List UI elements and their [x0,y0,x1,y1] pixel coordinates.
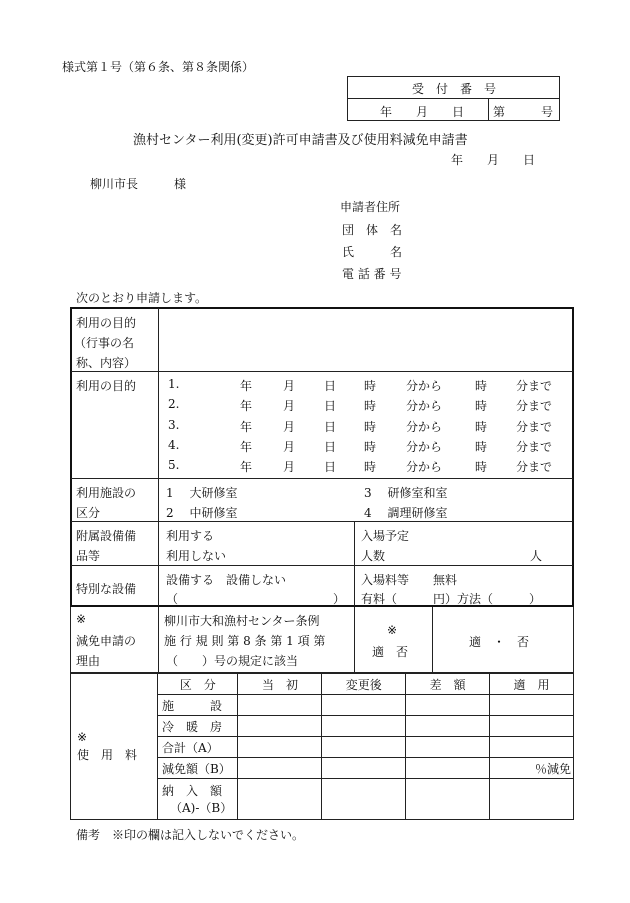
schedule-y-3[interactable]: 年 [240,419,253,434]
applicant-name-label: 氏 名 [342,245,403,259]
fee-input[interactable] [322,695,406,716]
exemption-label-1: 減免申請の [76,634,137,648]
schedule-to-4[interactable]: 分まで [516,439,553,454]
fee-table [70,673,574,820]
fee-apply-4: ％減免 [490,758,574,779]
schedule-d-4[interactable]: 日 [324,439,337,454]
facility-option-3[interactable]: 3 研修室和室 [364,486,448,500]
applicant-phone-label: 電 話 番 号 [342,267,402,281]
fee-row-label-1 [157,695,238,716]
fee-input[interactable] [322,716,406,737]
exemption-text-3: （ ）号の規定に該当 [166,654,299,668]
fee-input[interactable] [406,695,490,716]
fee-input[interactable] [406,737,490,758]
schedule-to-1[interactable]: 分まで [516,379,553,393]
schedule-m-2[interactable]: 月 [283,399,296,414]
facility-option-4[interactable]: 4 調理研修室 [364,506,448,520]
fee-mark: ※ [77,730,88,744]
fee-input[interactable] [406,758,490,779]
schedule-h1-3[interactable]: 時 [364,419,377,434]
date-line: 年 月 日 [451,153,536,167]
schedule-no-1: 1. [168,377,180,391]
fee-input[interactable] [238,737,322,758]
schedule-no-2: 2. [168,397,180,412]
purpose-input[interactable] [160,310,570,370]
fee-header-row [71,674,574,695]
fee-row-label-2 [157,716,238,737]
fee-input[interactable] [322,758,406,779]
form-label: 様式第１号（第６条、第８条関係） [62,60,255,74]
expected-label: 入場予定 [361,529,410,543]
schedule-from-4[interactable]: 分から [406,439,443,454]
schedule-y-4[interactable]: 年 [240,439,253,454]
schedule-h2-4[interactable]: 時 [475,439,488,454]
schedule-no-4: 4. [168,437,180,452]
exemption-label-2: 理由 [76,654,101,668]
schedule-m-4[interactable]: 月 [283,439,296,454]
fee-row-label-text: 冷 暖 房 [161,719,222,734]
schedule-from-3[interactable]: 分から [406,419,443,434]
count-label: 人数 [361,549,386,563]
fee-row-label-3 [157,737,238,758]
person-unit: 人 [530,549,543,563]
exemption-mark: ※ [76,612,87,626]
fee-header-0: 区 分 [157,674,238,695]
schedule-no-5: 5. [168,458,180,473]
fee-label: 使 用 料 [77,748,138,762]
fee-row-label-text: 納 入 額 [161,784,222,798]
schedule-d-5[interactable]: 日 [324,460,337,475]
receipt-header: 受 付 番 号 [412,82,497,96]
equipment-label-1: 附属設備備 [76,529,137,543]
purpose-label-2: （行事の名 [74,336,135,350]
fee-apply-5 [490,779,574,820]
facility-label-2: 区分 [76,506,101,520]
schedule-m-3[interactable]: 月 [283,419,296,434]
schedule-h2-2[interactable]: 時 [475,399,488,414]
schedule-label: 利用の目的 [76,379,137,393]
schedule-m-5[interactable]: 月 [283,460,296,475]
schedule-from-2[interactable]: 分から [406,399,443,414]
note-text: 備考 ※印の欄は記入しないでください。 [76,828,305,842]
schedule-d-1[interactable]: 日 [324,379,337,393]
fee-input[interactable] [406,716,490,737]
fee-input[interactable] [238,758,322,779]
judge-mark: ※ [387,623,398,637]
fee-row-label-text2: （A)-（B） [169,801,233,815]
special-paren-open: （ [166,592,179,606]
facility-option-1[interactable]: 1 大研修室 [166,486,238,500]
fee-row-label-5 [157,779,238,820]
judge-result[interactable]: 適 ・ 否 [469,635,530,649]
fee-input[interactable] [238,779,322,820]
fee-header-3: 差 額 [406,674,490,695]
schedule-y-1[interactable]: 年 [240,379,253,393]
intro-text: 次のとおり申請します。 [76,291,208,305]
equipment-nouse[interactable]: 利用しない [166,549,227,563]
schedule-y-2[interactable]: 年 [240,399,253,414]
applicant-group-label: 団 体 名 [342,223,403,237]
receipt-box [347,76,560,121]
schedule-h1-5[interactable]: 時 [364,460,377,475]
schedule-to-2[interactable]: 分まで [516,399,553,414]
special-choice[interactable]: 設備する 設備しない [166,573,287,587]
fee-free[interactable]: 入場料等 無料 [361,573,458,587]
fee-row-label-text: 施 設 [161,698,222,713]
exemption-text-2: 施 行 規 則 第 8 条 第 1 項 第 [164,634,326,648]
fee-input[interactable] [238,716,322,737]
fee-header-1: 当 初 [238,674,322,695]
schedule-from-1[interactable]: 分から [406,379,443,393]
schedule-h2-5[interactable]: 時 [475,460,488,475]
schedule-h1-4[interactable]: 時 [364,439,377,454]
schedule-no-3: 3. [168,417,180,432]
fee-header-2: 変更後 [322,674,406,695]
fee-apply-1 [490,695,574,716]
receipt-date: 年 月 日 [380,105,465,119]
fee-apply-2 [490,716,574,737]
facility-option-2[interactable]: 2 中研修室 [166,506,238,520]
fee-input[interactable] [406,779,490,820]
fee-row-label-text: 合計（A） [161,740,219,755]
facility-label-1: 利用施設の [76,486,137,500]
schedule-m-1[interactable]: 月 [283,379,296,393]
equipment-label-2: 品等 [76,549,101,563]
fee-label-cell [71,674,158,820]
special-label: 特別な設備 [76,582,137,596]
schedule-y-5[interactable]: 年 [240,460,253,475]
fee-row-label-4 [157,758,238,779]
schedule-h1-1[interactable]: 時 [364,379,377,393]
purpose-label-3: 称、内容） [76,356,137,370]
fee-header-4: 適 用 [490,674,574,695]
page-title: 漁村センター利用(変更)許可申請書及び使用料減免申請書 [133,133,468,148]
judge-label: 適 否 [372,645,409,659]
fee-input[interactable] [322,737,406,758]
fee-row-label-text: 減免額（B） [161,761,231,776]
schedule-h1-2[interactable]: 時 [364,399,377,414]
addressee: 柳川市長 様 [90,177,187,191]
schedule-to-3[interactable]: 分まで [516,419,553,434]
fee-paid[interactable]: 有料（ 円）方法（ ） [361,592,542,606]
schedule-h2-3[interactable]: 時 [475,419,488,434]
schedule-h2-1[interactable]: 時 [475,379,488,393]
applicant-address-label: 申請者住所 [340,200,401,214]
special-paren-close: ） [333,592,346,606]
schedule-to-5[interactable]: 分まで [516,460,553,475]
fee-input[interactable] [238,695,322,716]
equipment-use[interactable]: 利用する [166,529,215,543]
schedule-from-5[interactable]: 分から [406,460,443,475]
exemption-text-1: 柳川市大和漁村センター条例 [164,614,320,628]
fee-apply-3 [490,737,574,758]
fee-input[interactable] [322,779,406,820]
purpose-label-1: 利用の目的 [76,316,137,330]
receipt-number: 第 号 [493,105,554,119]
schedule-d-2[interactable]: 日 [324,399,337,414]
schedule-d-3[interactable]: 日 [324,419,337,434]
